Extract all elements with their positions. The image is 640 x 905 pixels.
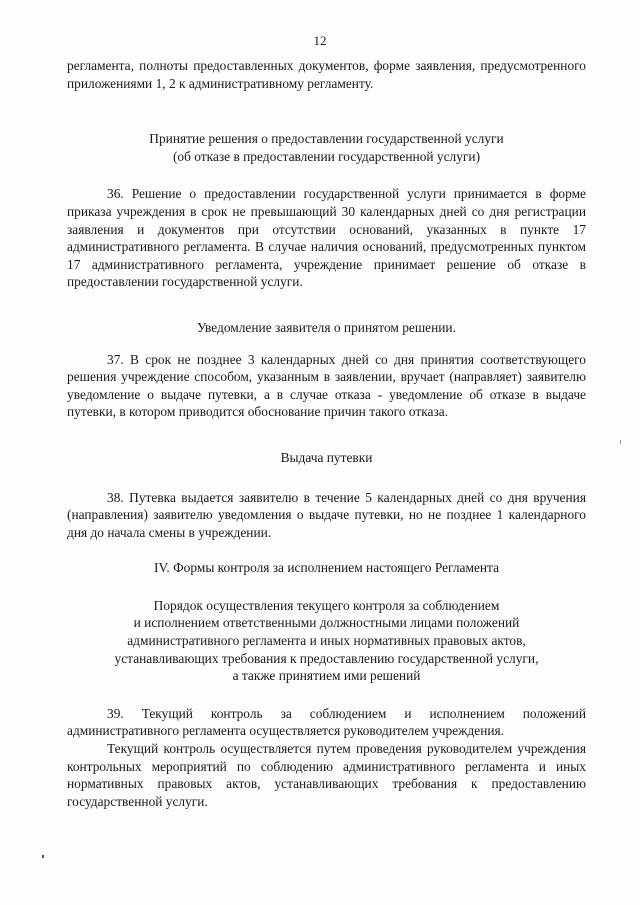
spacer [67,421,586,449]
document-body [67,57,586,810]
paragraph-37: 37. В срок не позднее 3 календарных дней со дня принятия соответствующего решения учреждение способом, указанным в заявлении, вручает (направляет) заявителю уведомление о выдаче путевки, а в случае отказа - уведомление об отказе в выдаче путевки, в котором приводится обоснование причин такого отказа. [67,351,586,420]
spacer [67,541,586,559]
section-decision-title-line1: Принятие решения о предоставлении государственной услуги [149,131,504,147]
section-issuance-title: Выдача путевки [280,449,373,465]
paragraph-36: 36. Решение о предоставлении государственной услуги принимается в форме приказа учреждения в срок не превышающий 30 календарных дней со дня регистрации заявления и документов при отсутствии оснований, указанных в пункте 17 административного регламента. В случае наличия оснований, предусмотренных пунктом 17 административного регламента, учреждение принимает решение об отказе в предоставлении государственной услуги. [67,186,586,290]
section-decision-title-line2: (об отказе в предоставлении государственной услуги) [172,148,481,164]
control-subtitle-line2: и исполнением ответственными должностными лицами положений [133,615,520,631]
scan-speck [620,440,621,444]
control-subtitle-line5: а также принятием ими решений [232,668,421,684]
intro-paragraph: регламента, полноты предоставленных документов, форме заявления, предусмотренного приложениями 1, 2 к административному регламенту. [67,58,586,91]
spacer [67,685,586,705]
chapter-iv-title: IV. Формы контроля за исполнением настоящего Регламента [153,560,500,576]
control-subtitle-line4: устанавливающих требования к предоставлению государственной услуги, [114,650,539,666]
scan-speck [42,855,44,858]
spacer [67,291,586,319]
paragraph-39: 39. Текущий контроль за соблюдением и исполнением положений административного регламента осуществляется руководителем учреждения. [67,705,586,739]
spacer [67,467,586,489]
spacer [67,577,586,597]
paragraph-39-continuation: Текущий контроль осуществляется путем проведения руководителем учреждения контрольных мероприятий по соблюдению административного регламента и иных нормативных правовых актов, устанавливающих требования к предоставлению государственной услуги. [67,741,586,809]
spacer [67,92,586,130]
paragraph-38: 38. Путевка выдается заявителю в течение 5 календарных дней со дня вручения (направления) заявителю уведомления о выдаче путевки, но не позднее 1 календарного дня до начала смены в учреждении. [67,489,586,540]
control-subtitle-line1: Порядок осуществления текущего контроля за соблюдением [153,597,500,613]
page-number: 12 [313,33,327,48]
section-notification-title: Уведомление заявителя о принятом решении. [197,319,456,335]
spacer [67,337,586,351]
control-subtitle-line3: административного регламента и иных нормативных правовых актов, [127,633,526,649]
spacer [67,165,586,185]
